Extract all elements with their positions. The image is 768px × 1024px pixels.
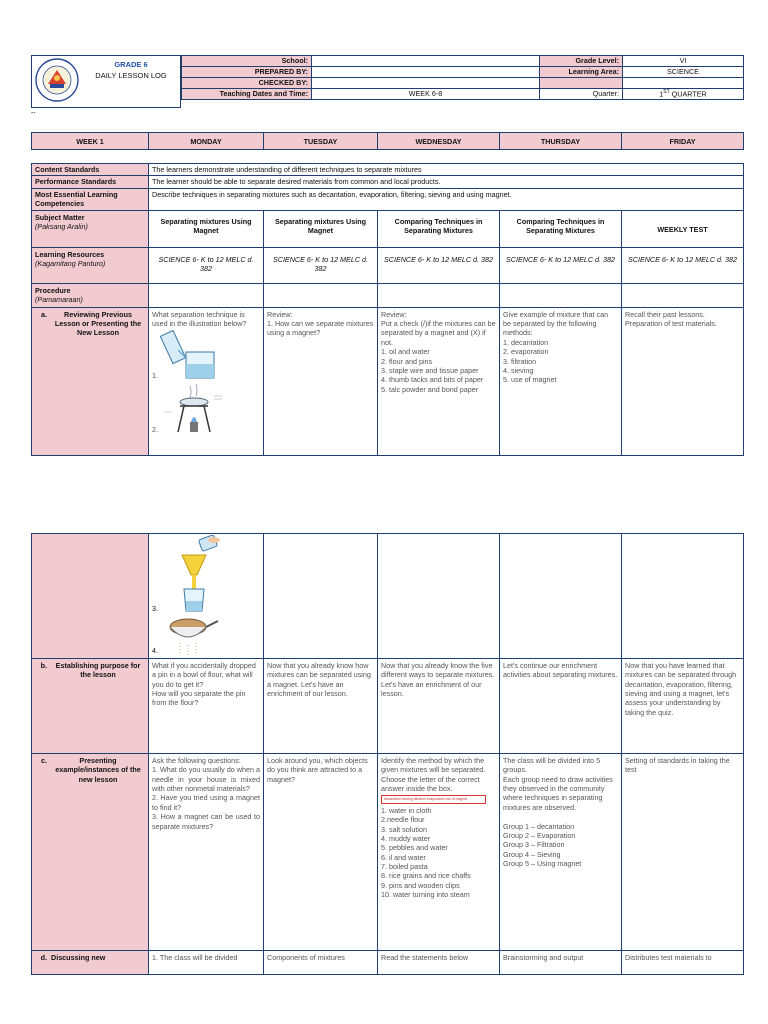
review-tuesday: Review: 1. How can we separate mixtures using a magnet? [264, 307, 378, 455]
melc-text: Describe techniques in separating mixtures such as decantation, evaporation, filtering, sieving and using magnet. [149, 188, 744, 210]
item-number-2: 2. [152, 425, 158, 435]
dash-marks: -- [31, 110, 36, 117]
review-thursday: Give example of mixture that can be separated by the following methods: 1. decantation 2. evaporation 3. filtration 4. sieving 5. use of magnet [500, 307, 622, 455]
presenting-title: Presenting example/instances of the new lesson [55, 756, 141, 784]
purpose-title: Establishing purpose for the lesson [55, 661, 141, 680]
procedure-tuesday [264, 283, 378, 307]
review-monday-text: What separation technique is used in the illustration below? [152, 309, 247, 329]
presenting-wednesday-list: 1. water in cloth 2.needle flour 3. salt solution 4. muddy water 5. pebbles and water 6. il and water 7. boiled pasta 8. rice grains and rice chaffs 9. pins and wooden clips 10. water turning into steam [381, 805, 471, 900]
presenting-label-wrap [35, 756, 145, 784]
prepared-by-field [312, 66, 540, 77]
item-number-4: 4. [152, 645, 158, 655]
presenting-wednesday-intro: Identify the method by which the given mixtures will be separated. Choose the letter of the correct answer inside the box. [381, 756, 486, 794]
decantation-illustration [152, 330, 260, 380]
procedure-label [32, 283, 149, 307]
review-wednesday: Review: Put a check (/)if the mixtures can be separated by a magnet and (X) if not. 1. oil and water 2. flour and pins 3. staple wire and tissue paper 4. thumb tacks and bits of paper 5. talc powder and bond paper [378, 307, 500, 455]
deped-seal [35, 58, 79, 102]
sieve-illustration [152, 613, 260, 655]
subject-matter-sub: (Paksang Aralin) [35, 222, 88, 232]
review-wednesday-continued [378, 534, 500, 659]
presenting-tuesday: Look around you, which objects do you think are attracted to a magnet? [264, 754, 378, 951]
procedure-monday [149, 283, 264, 307]
blank-label-cell [540, 77, 623, 88]
item-number-1: 1. [152, 371, 158, 381]
review-title: Reviewing Previous Lesson or Presenting the New Lesson [54, 309, 142, 338]
purpose-wednesday: Now that you already know the five different ways to separate mixtures. Let's have an enrichment of our lesson. [378, 659, 500, 754]
quarter-sup: ST [663, 88, 670, 95]
discussing-tuesday: Components of mixtures [264, 951, 378, 975]
subject-friday: WEEKLY TEST [622, 210, 744, 247]
melc-label: Most Essential Learning Competencies [32, 188, 149, 210]
item-number-3: 3. [152, 603, 158, 613]
quarter-word: QUARTER [669, 89, 707, 99]
day-monday: MONDAY [149, 133, 264, 150]
subject-monday: Separating mixtures Using Magnet [149, 210, 264, 247]
procedure-thursday [500, 283, 622, 307]
week-header-table [31, 132, 744, 150]
presenting-wednesday [378, 754, 500, 951]
log-title: DAILY LESSON LOG [95, 71, 167, 80]
purpose-tuesday: Now that you already know how mixtures can be separated using a magnet. Let's have an enrichment of our lesson. [264, 659, 378, 754]
blank-value-cell [623, 77, 744, 88]
lesson-table-bottom [31, 533, 744, 975]
day-friday: FRIDAY [622, 133, 744, 150]
learning-resources-title: Learning Resources [35, 249, 105, 259]
procedure-wednesday [378, 283, 500, 307]
performance-standards-text: The learner should be able to separate desired materials from common and local products. [149, 176, 744, 188]
discussing-monday: 1. The class will be divided [149, 951, 264, 975]
subject-wednesday: Comparing Techniques in Separating Mixtures [378, 210, 500, 247]
subject-matter-title: Subject Matter [35, 212, 85, 222]
discussing-label [32, 951, 149, 975]
review-letter: a. [41, 309, 47, 319]
learning-resources-label [32, 247, 149, 283]
checked-by-label: CHECKED BY: [182, 77, 312, 88]
review-label-wrap [35, 310, 145, 338]
grade-level-value: VI [623, 56, 744, 67]
discussing-letter: d. [40, 953, 47, 962]
content-standards-label: Content Standards [32, 164, 149, 176]
school-label: School: [182, 56, 312, 67]
funnel-filter-icon [160, 535, 230, 613]
presenting-letter: c. [41, 756, 47, 765]
subject-matter-label [32, 210, 149, 247]
learning-area-label: Learning Area: [540, 66, 623, 77]
review-thursday-continued [500, 534, 622, 659]
purpose-thursday: Let's continue our enrichment activities about separating mixtures. [500, 659, 622, 754]
checked-by-field [312, 77, 540, 88]
header-logo-cell [31, 55, 181, 108]
discussing-title: Discussing new [51, 953, 106, 962]
deped-seal-icon [35, 58, 79, 102]
grade-level-label: Grade Level: [540, 56, 623, 67]
purpose-label-wrap [35, 661, 145, 680]
discussing-thursday: Brainstorming and output [500, 951, 622, 975]
resources-thursday: SCIENCE 6- K to 12 MELC d. 382 [500, 247, 622, 283]
purpose-letter: b. [40, 661, 47, 670]
purpose-monday: What if you accidentally dropped a pin in a bowl of flour, what will you do to get it? How will you separate the pin from the flour? [149, 659, 264, 754]
quarter-value [623, 88, 744, 99]
discussing-friday: Distributes test materials to [622, 951, 744, 975]
procedure-title: Procedure [35, 285, 71, 295]
teaching-dates-label: Teaching Dates and Time: [182, 88, 312, 99]
presenting-monday: Ask the following questions: 1. What do you usually do when a needle in your house is mixed with other nonmetal materials? 2. Have you tried using a magnet to find it? 3. How a magnet can be used to separate mixtures? [149, 754, 264, 951]
subject-thursday: Comparing Techniques in Separating Mixtures [500, 210, 622, 247]
review-label-continued [32, 534, 149, 659]
day-wednesday: WEDNESDAY [378, 133, 500, 150]
evaporation-illustration [152, 382, 260, 434]
subject-tuesday: Separating mixtures Using Magnet [264, 210, 378, 247]
filtration-illustration [152, 535, 260, 613]
discussing-wednesday: Read the statements below [378, 951, 500, 975]
answer-choices-box: decantation sieving filtration evaporation use of magnet [381, 795, 486, 803]
evaporating-dish-icon [160, 382, 232, 434]
beaker-pour-icon [160, 330, 222, 380]
learning-resources-sub: (Kagamitang Panturo) [35, 259, 106, 269]
review-label [32, 307, 149, 455]
purpose-label [32, 659, 149, 754]
prepared-by-label: PREPARED BY: [182, 66, 312, 77]
presenting-thursday: The class will be divided into 5 groups. Each group need to draw activities they observed in the community where techniques in separating mixtures are observed. Group 1 – decantation Group 2 – Evaporation Group 3 – Filtration Group 4 – Sieving Group 5 – Using magnet [500, 754, 622, 951]
header-info-table [181, 55, 744, 100]
school-field [312, 56, 540, 67]
presenting-friday: Setting of standards in taking the test [622, 754, 744, 951]
learning-area-value: SCIENCE [623, 66, 744, 77]
resources-wednesday: SCIENCE 6- K to 12 MELC d. 382 [378, 247, 500, 283]
review-monday [149, 307, 264, 455]
resources-monday: SCIENCE 6- K to 12 MELC d. 382 [149, 247, 264, 283]
purpose-friday: Now that you have learned that mixtures can be separated through decantation, evaporation, filtering, sieving and using a magnet, let's assess your understanding by taking the quiz. [622, 659, 744, 754]
review-friday: Recall their past lessons. Preparation of test materials. [622, 307, 744, 455]
sieve-icon [160, 613, 220, 655]
lesson-table-top [31, 163, 744, 456]
quarter-number: 1 [659, 89, 664, 99]
resources-tuesday: SCIENCE 6- K to 12 MELC d. 382 [264, 247, 378, 283]
day-thursday: THURSDAY [500, 133, 622, 150]
teaching-dates-value: WEEK 6-8 [312, 88, 540, 99]
discussing-label-wrap [35, 953, 145, 962]
review-monday-continued [149, 534, 264, 659]
review-tuesday-continued [264, 534, 378, 659]
quarter-label: Quarter: [540, 88, 623, 99]
resources-friday: SCIENCE 6- K to 12 MELC d. 382 [622, 247, 744, 283]
content-standards-text: The learners demonstrate understanding of different techniques to separate mixtures [149, 164, 744, 176]
grade-title: GRADE 6 [114, 60, 148, 69]
week-label: WEEK 1 [32, 133, 149, 150]
review-friday-continued [622, 534, 744, 659]
presenting-label [32, 754, 149, 951]
day-tuesday: TUESDAY [264, 133, 378, 150]
performance-standards-label: Performance Standards [32, 176, 149, 188]
procedure-sub: (Pamamaraan) [35, 295, 83, 305]
procedure-friday [622, 283, 744, 307]
